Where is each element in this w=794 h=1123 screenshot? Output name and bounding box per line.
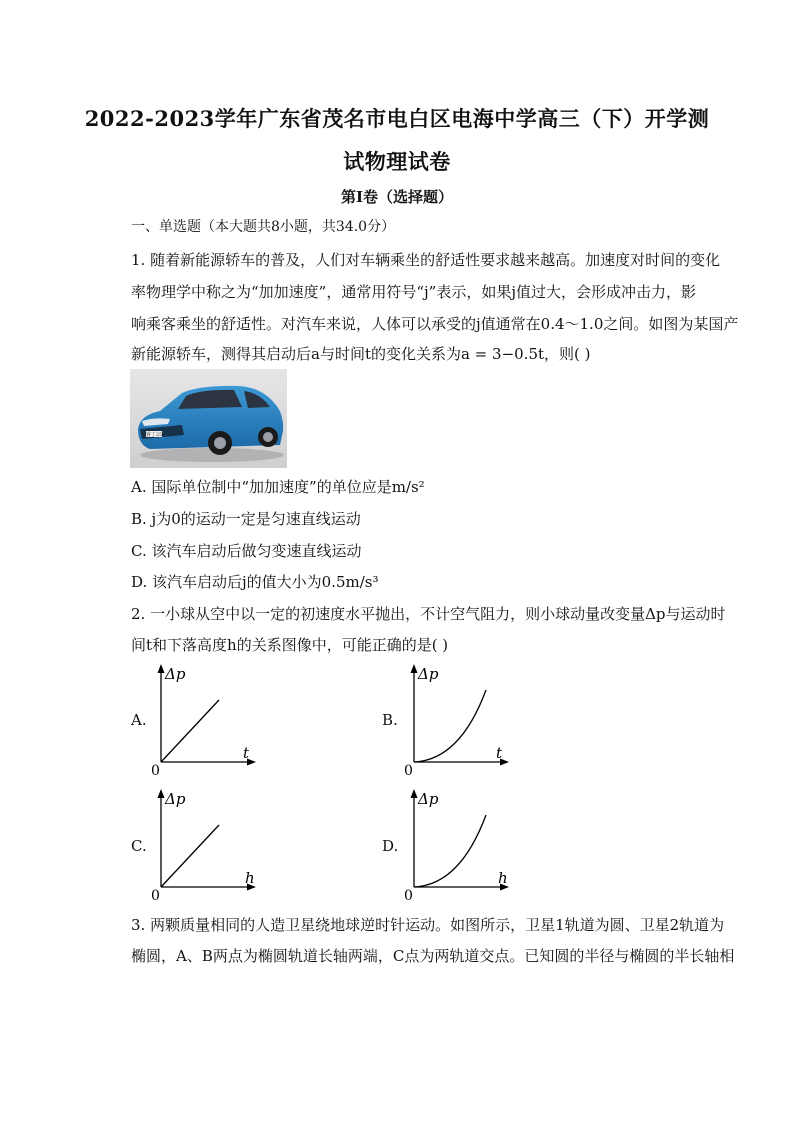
q1-line3: 响乘客乘坐的舒适性。对汽车来说，人体可以承受的j值通常在0.4～1.0之间。如图为某国产: [131, 315, 739, 333]
q2-line2: 间t和下落高度h的关系图像中，可能正确的是( ): [131, 636, 449, 654]
graph-d-ylabel: Δp: [418, 790, 439, 808]
section-heading: 第Ⅰ卷（选择题）: [340, 188, 454, 206]
car-badge: 睿丁25: [145, 432, 163, 438]
graph-c-xlabel: h: [245, 869, 255, 887]
q2-option-b-label: B.: [382, 711, 398, 729]
exam-title-line2: 试物理试卷: [343, 149, 451, 174]
q3-line2: 椭圆，A、B两点为椭圆轨道长轴两端，C点为两轨道交点。已知圆的半径与椭圆的半长轴相: [131, 947, 735, 965]
q1-option-a: A. 国际单位制中“加加速度”的单位应是m/s²: [131, 478, 425, 496]
q2-graph-d: [398, 785, 518, 903]
q2-option-d-label: D.: [382, 837, 399, 855]
car-photo: [130, 369, 287, 468]
graph-d-origin: 0: [404, 888, 413, 903]
q2-option-c-label: C.: [131, 837, 147, 855]
graph-a-ylabel: Δp: [165, 665, 186, 683]
graph-a-xlabel: t: [243, 744, 250, 762]
q1-line4: 新能源轿车，测得其启动后a与时间t的变化关系为a = 3−0.5t，则( ): [131, 345, 591, 363]
q3-line1: 3. 两颗质量相同的人造卫星绕地球逆时针运动。如图所示，卫星1轨道为圆、卫星2轨道为: [131, 916, 725, 934]
q1-option-c: C. 该汽车启动后做匀变速直线运动: [131, 542, 362, 560]
q2-line1: 2. 一小球从空中以一定的初速度水平抛出，不计空气阻力，则小球动量改变量Δp与运动时: [131, 605, 726, 623]
graph-b-xlabel: t: [496, 744, 503, 762]
graph-a-origin: 0: [151, 763, 160, 778]
q2-graph-a: [145, 660, 265, 778]
q2-option-a-label: A.: [131, 711, 147, 729]
q1-line2: 率物理学中称之为“加加速度”，通常用符号“j”表示，如果j值过大，会形成冲击力，影: [131, 283, 696, 301]
q1-option-d: D. 该汽车启动后j的值大小为0.5m/s³: [131, 573, 379, 591]
graph-d-xlabel: h: [498, 869, 508, 887]
graph-c-origin: 0: [151, 888, 160, 903]
graph-b-ylabel: Δp: [418, 665, 439, 683]
graph-b-origin: 0: [404, 763, 413, 778]
graph-c-ylabel: Δp: [165, 790, 186, 808]
q1-option-b: B. j为0的运动一定是匀速直线运动: [131, 510, 361, 528]
part-heading: 一、单选题（本大题共8小题，共34.0分）: [131, 219, 396, 235]
exam-title-line1: 2022-2023学年广东省茂名市电白区电海中学高三（下）开学测: [84, 106, 710, 131]
q2-graph-b: [398, 660, 518, 778]
q2-graph-c: [145, 785, 265, 903]
q1-line1: 1. 随着新能源轿车的普及，人们对车辆乘坐的舒适性要求越来越高。加速度对时间的变化: [131, 251, 721, 269]
